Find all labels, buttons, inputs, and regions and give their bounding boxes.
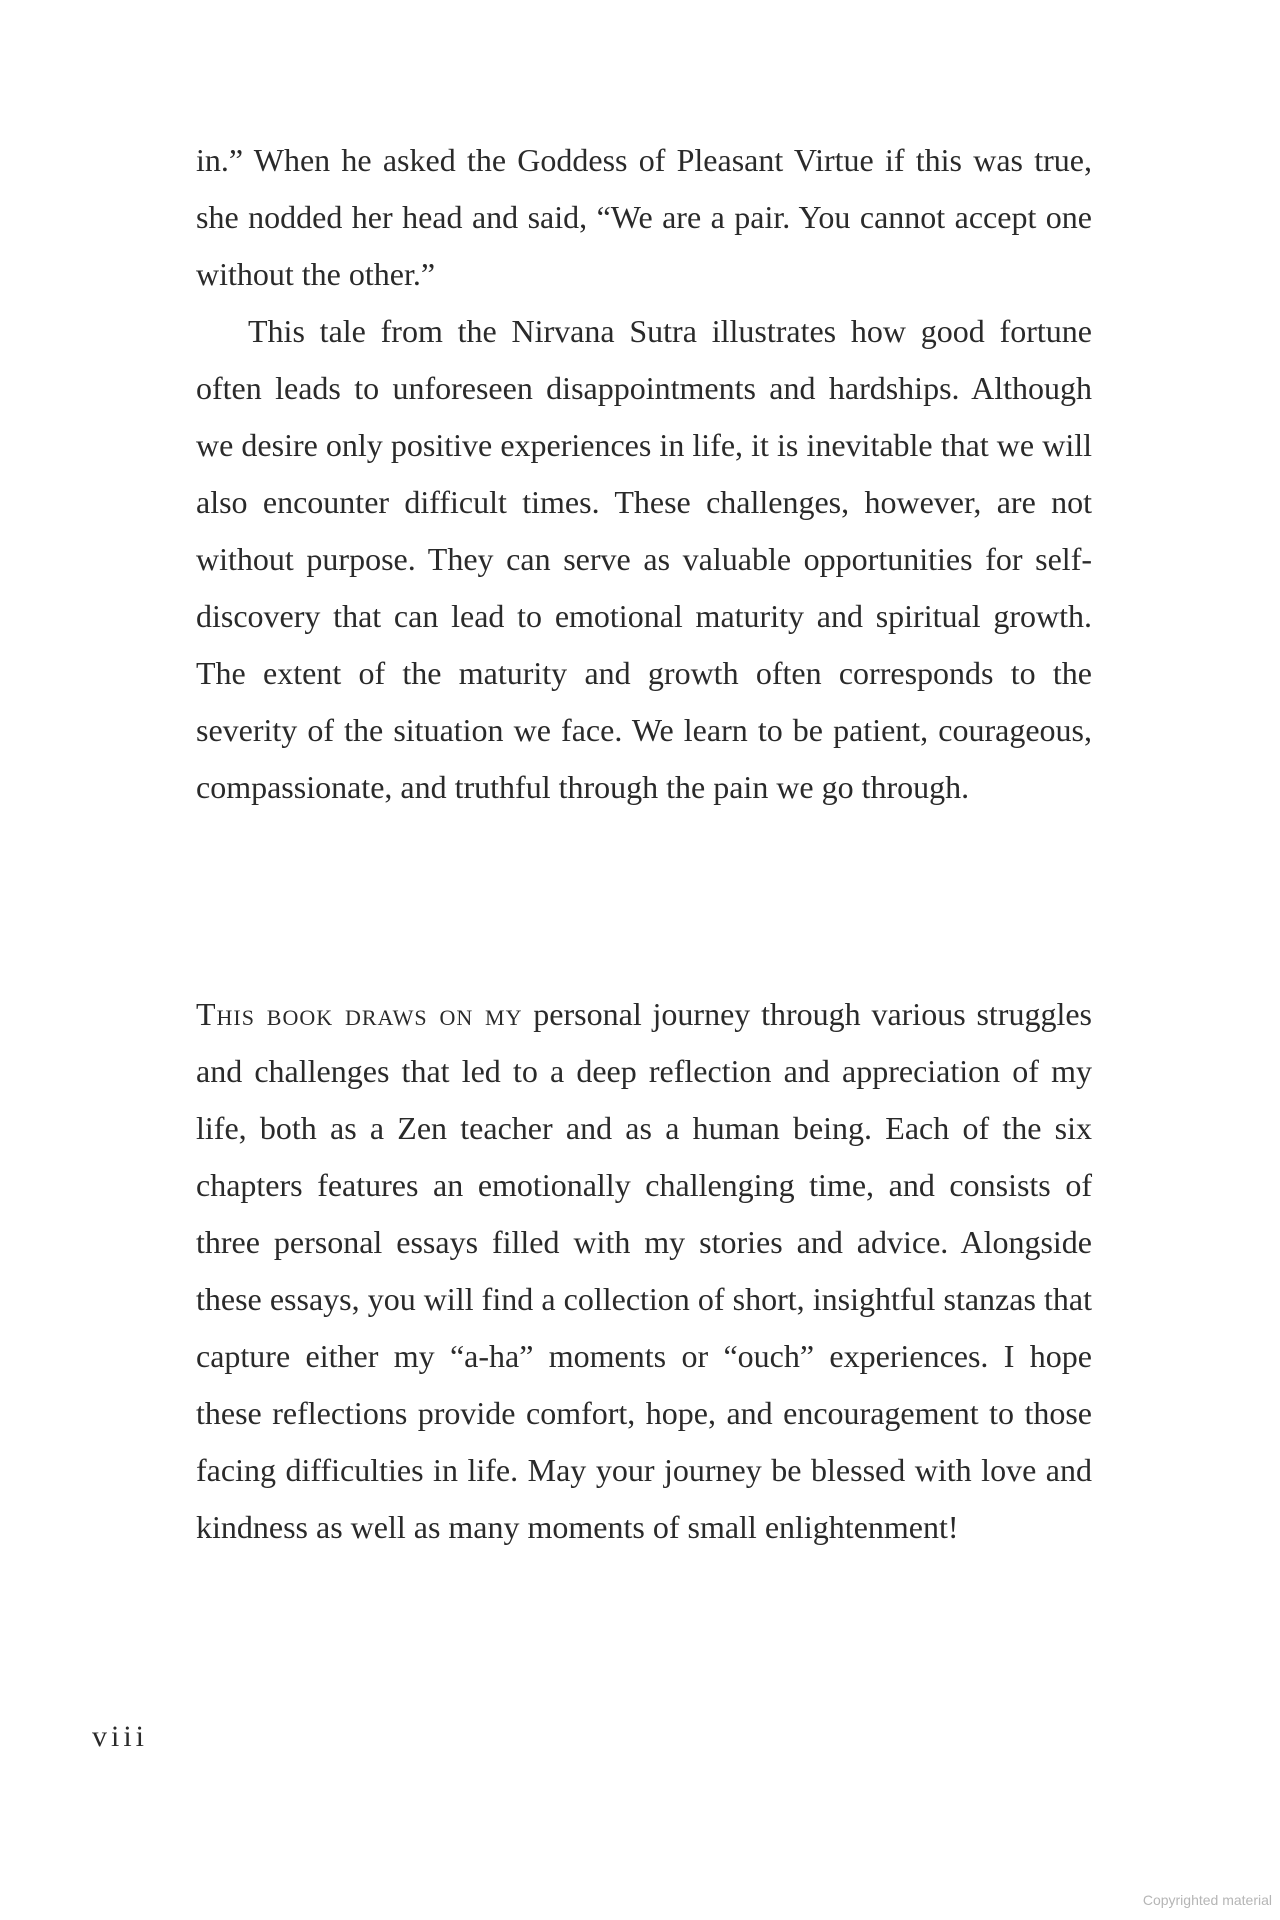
paragraph-book-overview (196, 986, 1092, 1556)
paragraph-continuation: in.” When he asked the Goddess of Pleasant Virtue if this was true, she nodded her head and said, “We are a pair. You cannot accept one without the other.” (196, 142, 1092, 292)
paragraph-book-overview-text: personal journey through various struggles and challenges that led to a deep reflection and appreciation of my life, both as a Zen teacher and as a human being. Each of the six chapters features an emotionally challenging time, and consists of three personal essays filled with my stories and advice. Alongside these essays, you will find a collection of short, insightful stanzas that capture either my “a-ha” moments or “ouch” experiences. I hope these reflections provide comfort, hope, and encouragement to those facing difficulties in life. May your journey be blessed with love and kindness as well as many moments of small enlightenment! (196, 996, 1093, 1545)
paragraph-nirvana-sutra: This tale from the Nirvana Sutra illustrates how good fortune often leads to unforeseen disappointments and hardships. Although we desire only positive experiences in life, it is inevitable that we will also encounter difficult times. These challenges, however, are not without purpose. They can serve as valuable opportunities for self-discovery that can lead to emotional maturity and spiritual growth. The extent of the maturity and growth often corresponds to the severity of the situation we face. We learn to be patient, courageous, compassionate, and truthful through the pain we go through. (196, 313, 1092, 805)
copyright-notice: Copyrighted material (1142, 1892, 1272, 1908)
small-caps-lead-in: This book draws on my (196, 996, 523, 1032)
page-number: viii (92, 1720, 149, 1753)
